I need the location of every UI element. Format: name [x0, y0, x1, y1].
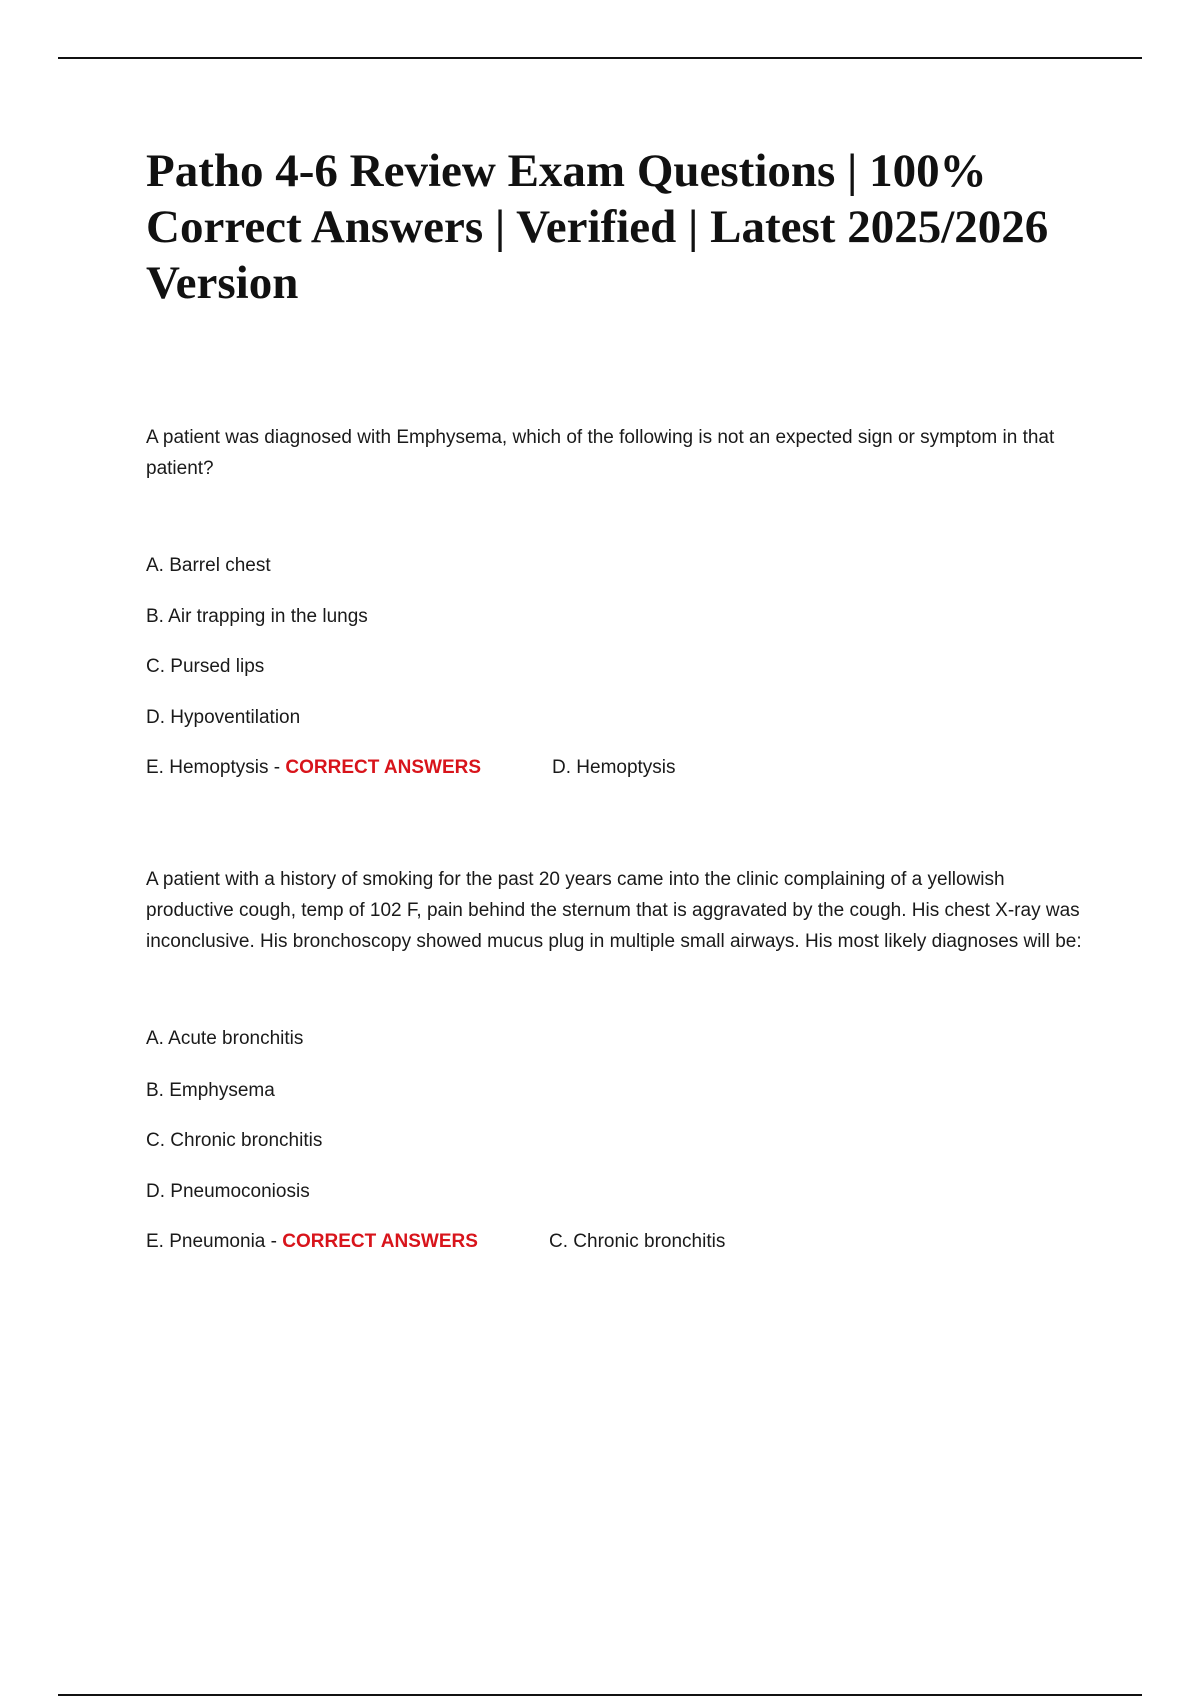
option-e-with-answer	[146, 1230, 1096, 1254]
option-d: D. Hypoventilation	[146, 707, 301, 728]
option-a: A. Barrel chest	[146, 555, 271, 576]
correct-answers-label: CORRECT ANSWERS	[282, 1231, 478, 1252]
correct-answers-label: CORRECT ANSWERS	[285, 757, 482, 778]
question-stem: A patient with a history of smoking for the past 20 years came into the clinic complaining of a yellowish productive cough, temp of 102 F, pain behind the sternum that is aggravated by the cough. His chest X-ray was inconclusive. His bronchoscopy showed mucus plug in multiple small airways. His most likely diagnoses will be:	[146, 869, 1082, 952]
option-d: D. Pneumoconiosis	[146, 1181, 310, 1202]
option-b: B. Air trapping in the lungs	[146, 606, 368, 627]
option-e-with-answer	[146, 756, 1096, 780]
option-e: E. Hemoptysis	[146, 757, 269, 778]
option-a: A. Acute bronchitis	[146, 1028, 304, 1049]
correct-answer: D. Hemoptysis	[552, 757, 676, 778]
header-rule	[58, 57, 1142, 59]
option-e: E. Pneumonia	[146, 1231, 266, 1252]
question-2	[146, 864, 1096, 1254]
option-b: B. Emphysema	[146, 1080, 275, 1101]
footer-rule	[58, 1694, 1142, 1696]
document-title: Patho 4-6 Review Exam Questions | 100% Correct Answers | Verified | Latest 2025/2026 Version	[146, 145, 1049, 309]
option-c: C. Pursed lips	[146, 656, 265, 677]
option-c: C. Chronic bronchitis	[146, 1130, 323, 1151]
question-stem: A patient was diagnosed with Emphysema, which of the following is not an expected sign or symptom in that patient?	[146, 427, 1055, 479]
correct-answer: C. Chronic bronchitis	[549, 1231, 726, 1252]
answer-separator: -	[268, 757, 286, 778]
question-1	[146, 422, 1096, 780]
answer-separator: -	[265, 1231, 283, 1252]
